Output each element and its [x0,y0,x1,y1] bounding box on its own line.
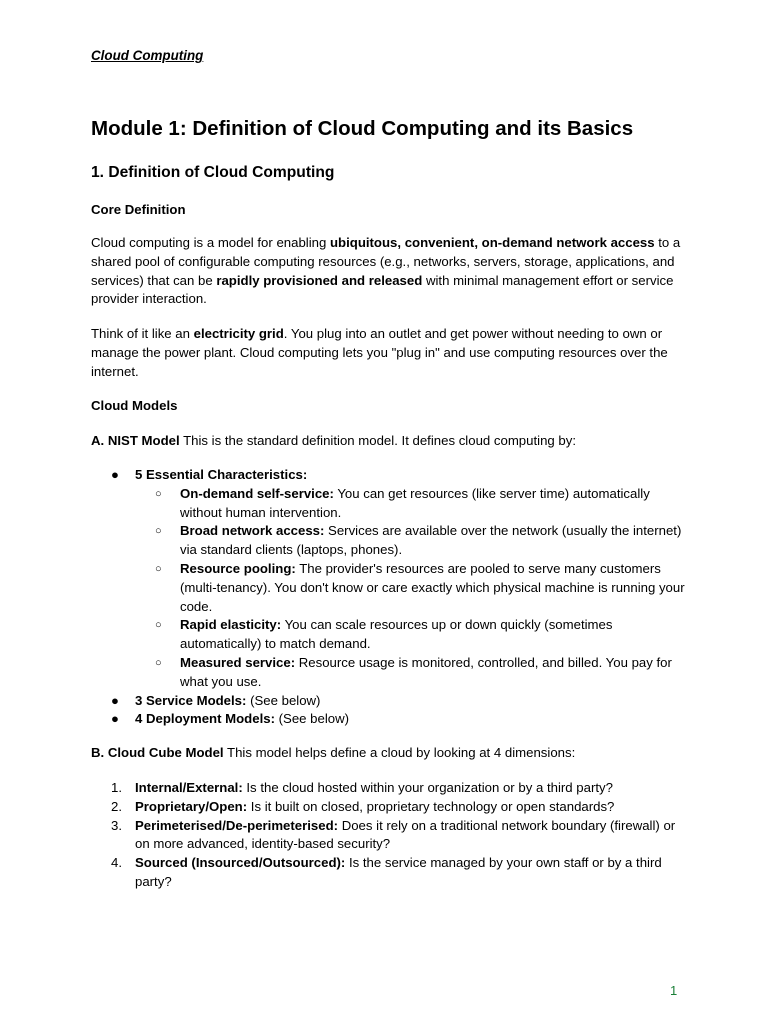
cloud-cube-intro: B. Cloud Cube Model This model helps define a cloud by looking at 4 dimensions: [91,745,576,760]
list-item: 4. Sourced (Insourced/Outsourced): Is the service managed by your own staff or by a third party? [111,855,662,889]
core-definition-paragraph: Cloud computing is a model for enabling ubiquitous, convenient, on-demand network access to a shared pool of configurable computing resources (e.g., networks, servers, storage, applications, and services) that can be rapidly provisioned and released with minimal management effort or service provider interaction. [91,235,681,307]
list-item: ● 5 Essential Characteristics: ○ On-demand self-service: You can get resources (like server time) automatically without human intervention. ○ Broad network access: Services are available over the network (usually the internet) via standard clients (laptops, phones). ○ Resource pooling: The provider's resources are pooled to serve many customers (multi-tenancy). You don't know or care exactly which physical machine is running your code. ○ Rapid elasticity: You can scale resources up or down quickly (sometimes automatically) to match demand. ○ Measured service: Resource usage is monitored, controlled, and billed. You pay for what you use. [91,466,691,692]
bullet-icon: ● [111,711,119,727]
document-header-title: Cloud Computing [91,48,204,63]
core-definition-heading: Core Definition [91,202,186,217]
nist-list [91,466,691,729]
list-item: ○ Resource pooling: The provider's resources are pooled to serve many customers (multi-tenancy). You don't know or care exactly which physical machine is running your code. [155,560,685,614]
bullet-icon: ○ [155,525,162,538]
analogy-paragraph: Think of it like an electricity grid. You plug into an outlet and get power without needing to own or manage the power plant. Cloud computing lets you "plug in" and use computing resources over the internet. [91,326,668,379]
page-number: 1 [670,983,678,998]
section-title: 1. Definition of Cloud Computing [91,164,335,181]
bullet-icon: ○ [155,619,162,632]
list-item: ○ Rapid elasticity: You can scale resources up or down quickly (sometimes automatically) to match demand. [155,617,613,652]
list-item: 3. Perimeterised/De-perimeterised: Does it rely on a traditional network boundary (firewall) or on more advanced, identity-based security? [111,817,676,852]
bullet-icon: ● [111,467,119,482]
list-item: ○ Measured service: Resource usage is monitored, controlled, and billed. You pay for what you use. [155,654,672,689]
list-item: 1. Internal/External: Is the cloud hosted within your organization or by a third party? [111,780,613,795]
list-item: ○ Broad network access: Services are available over the network (usually the internet) via standard clients (laptops, phones). [155,523,682,558]
bullet-icon: ○ [155,656,162,669]
list-item: ● 4 Deployment Models: (See below) [91,710,691,729]
characteristics-list [135,485,691,692]
list-item: 2. Proprietary/Open: Is it built on closed, proprietary technology or open standards? [111,798,615,814]
module-title: Module 1: Definition of Cloud Computing and its Basics [91,117,634,140]
bullet-icon: ○ [155,487,162,500]
cloud-cube-list [91,779,691,892]
list-item: ○ On-demand self-service: You can get resources (like server time) automatically without human intervention. [155,485,650,520]
cloud-models-heading: Cloud Models [91,398,178,413]
bullet-icon: ○ [155,562,162,575]
list-item: ● 3 Service Models: (See below) [91,692,691,711]
bullet-icon: ● [111,692,119,708]
nist-model-intro: A. NIST Model This is the standard definition model. It defines cloud computing by: [91,433,576,448]
